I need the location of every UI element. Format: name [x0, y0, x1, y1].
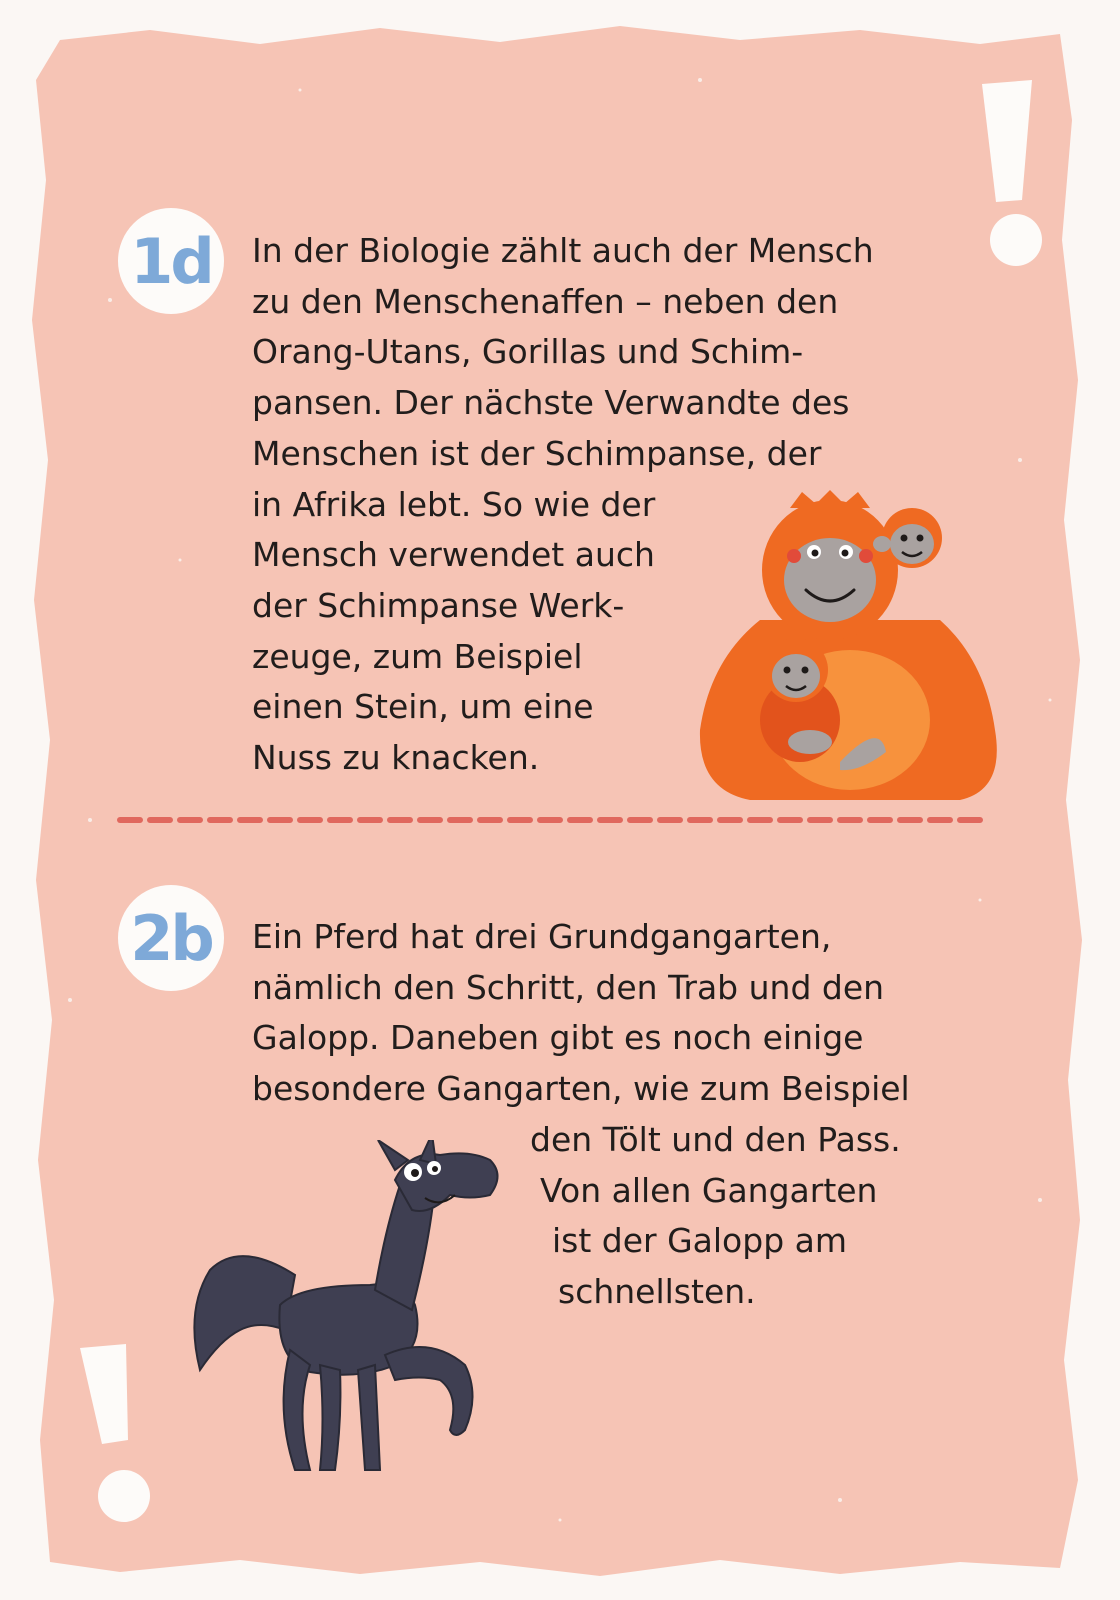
text-line: der Schimpanse Werk-	[252, 585, 625, 625]
baby-lap-face	[772, 654, 820, 698]
cheek-right	[859, 549, 873, 563]
baby-top-face	[890, 524, 934, 564]
badge-2b	[118, 885, 224, 991]
badge-1d	[118, 208, 224, 314]
text-line: in Afrika lebt. So wie der	[252, 484, 656, 524]
text-line: nämlich den Schritt, den Trab und den	[252, 967, 885, 1007]
horse-ear	[378, 1140, 408, 1170]
baby-top-hand	[873, 536, 891, 552]
horse-illustration	[180, 1140, 540, 1520]
orangutan-hair	[790, 490, 870, 508]
horse-back-leg	[320, 1365, 340, 1470]
orangutan-illustration	[690, 490, 1010, 810]
hand-left	[788, 730, 832, 754]
horse-head	[395, 1153, 498, 1211]
text-line: Ein Pferd hat drei Grundgangarten,	[252, 917, 832, 956]
text-line: Orang-Utans, Gorillas und Schim-	[252, 332, 804, 372]
text-line: In der Biologie zählt auch der Mensch	[252, 231, 874, 270]
horse-front-leg	[385, 1347, 473, 1435]
text-line: besondere Gangarten, wie zum Beispiel	[252, 1069, 910, 1109]
text-line: Mensch verwendet auch	[252, 535, 655, 575]
text-line: Nuss zu knacken.	[252, 738, 540, 778]
paragraph-2b-lower	[530, 1115, 901, 1318]
badge-label: 2b	[130, 901, 212, 975]
horse-front-leg	[358, 1365, 380, 1470]
text-line: Von allen Gangarten	[540, 1170, 878, 1210]
paragraph-2b-upper	[252, 912, 910, 1115]
cheek-left	[787, 549, 801, 563]
text-line: den Tölt und den Pass.	[530, 1120, 901, 1159]
text-line: zeuge, zum Beispiel	[252, 636, 583, 676]
horse-ear	[420, 1140, 436, 1164]
badge-label: 1d	[130, 224, 212, 298]
text-line: zu den Menschenaffen – neben den	[252, 281, 839, 321]
text-line: Galopp. Daneben gibt es noch einige	[252, 1018, 864, 1058]
horse-back-leg	[284, 1350, 310, 1470]
text-line: schnellsten.	[558, 1272, 756, 1312]
text-line: Menschen ist der Schimpanse, der	[252, 433, 822, 473]
text-line: ist der Galopp am	[552, 1221, 848, 1261]
text-line: einen Stein, um eine	[252, 687, 594, 727]
text-line: pansen. Der nächste Verwandte des	[252, 383, 850, 423]
